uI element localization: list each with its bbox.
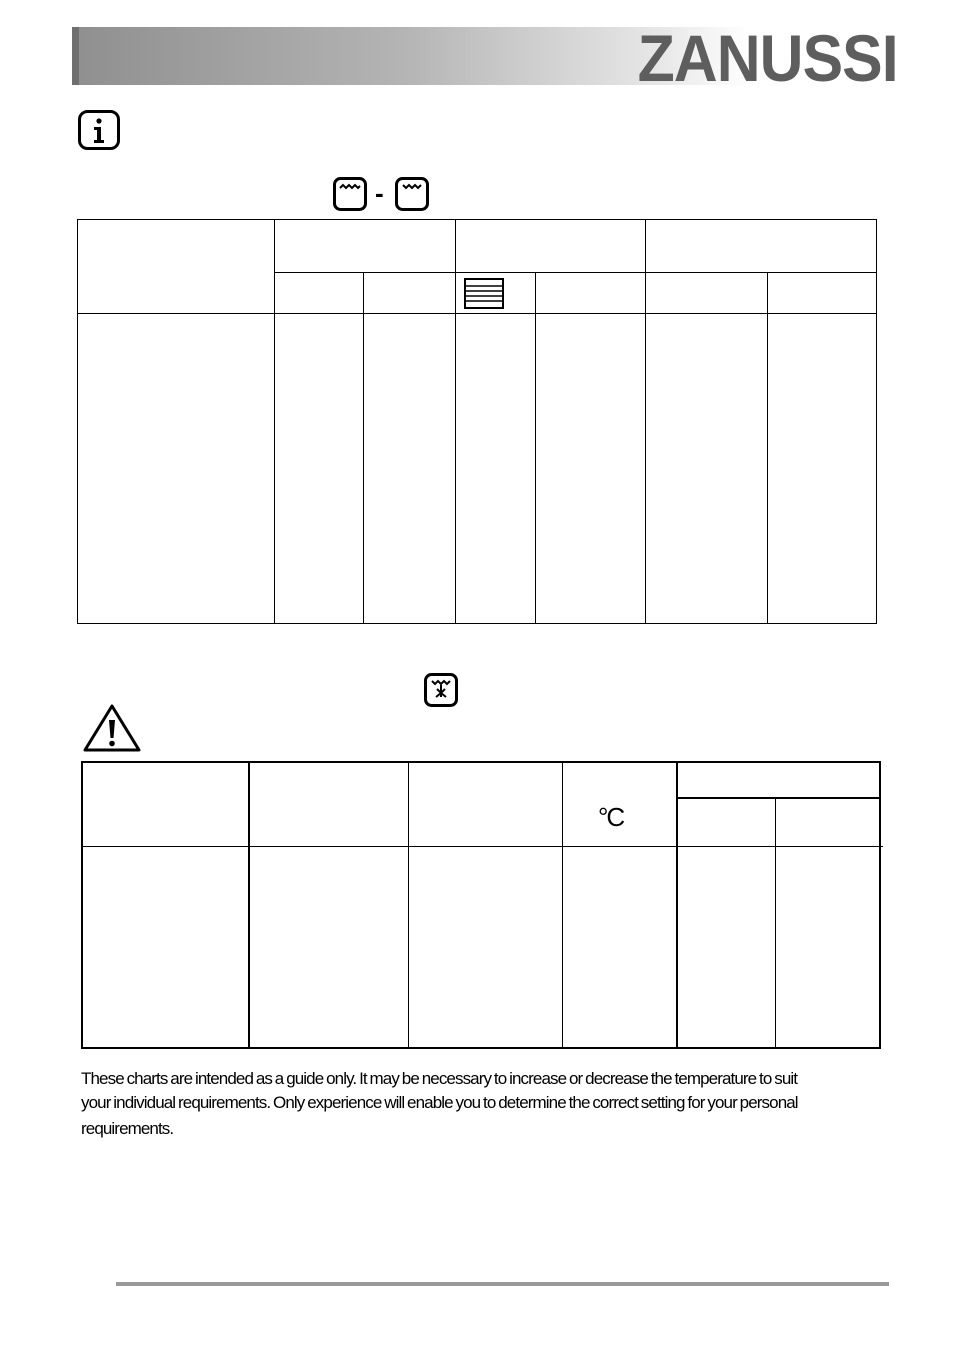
info-icon <box>78 110 120 150</box>
guide-note-line-1: These charts are intended as a guide only. It may be necessary to increase or decrease the temperature to suit <box>81 1069 798 1088</box>
guide-note-line-2: your individual requirements. Only experience will enable you to determine the correct setting for your personal <box>81 1093 798 1112</box>
guide-note <box>81 1067 881 1141</box>
temperature-unit-label: °C <box>598 802 624 832</box>
warning-triangle-icon <box>82 703 142 753</box>
footer-rule <box>116 1282 889 1286</box>
shelf-position-icon <box>464 278 504 309</box>
brand-logo: ZANUSSI <box>637 21 898 95</box>
oven-grill-icon <box>395 177 429 211</box>
icon-separator: - <box>375 178 384 208</box>
guide-note-line-3: requirements. <box>81 1119 174 1138</box>
oven-top-heat-icon <box>333 177 367 211</box>
header-banner-edge <box>72 27 79 85</box>
defrost-icon <box>424 673 458 707</box>
